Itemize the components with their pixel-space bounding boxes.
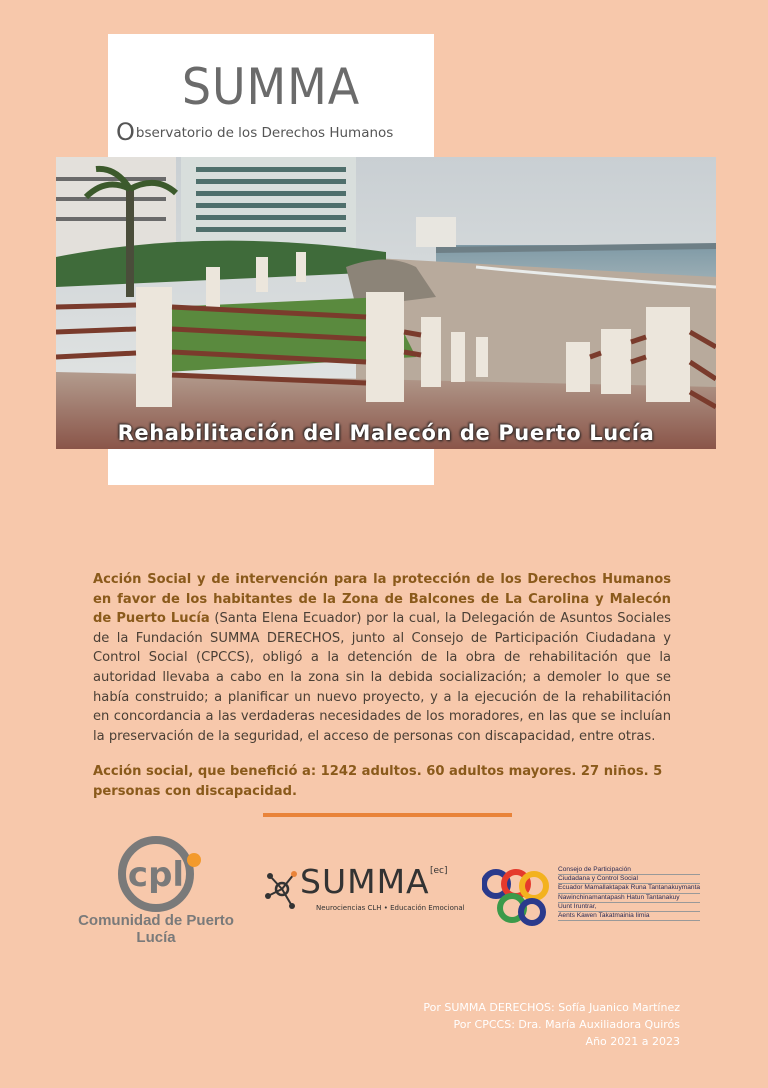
credit-cpccs: Por CPCCS: Dra. María Auxiliadora Quirós — [453, 1017, 680, 1031]
main-paragraph — [93, 570, 671, 746]
cpccs-emblem-icon — [482, 862, 556, 928]
credits — [423, 1000, 680, 1050]
summa-ec-tagline: Neurociencias CLH • Educación Emocional — [316, 904, 465, 912]
cpl-logo-name: Comunidad de Puerto Lucía — [78, 912, 234, 946]
cpccs-line: Consejo de Participación — [558, 866, 700, 875]
orange-divider — [263, 813, 512, 817]
summa-logo-wordmark: SUMMA — [181, 58, 361, 116]
cpl-monogram: cpl — [127, 855, 185, 895]
photo-caption: Rehabilitación del Malecón de Puerto Lucía — [117, 421, 655, 445]
summa-ec-suffix: [ec] — [430, 866, 448, 876]
cpccs-text — [558, 866, 700, 921]
cpccs-line: Ciudadana y Control Social — [558, 875, 700, 884]
cpccs-line: Aents Kawen Takatmainia Iimia — [558, 912, 700, 921]
summa-ec-logo — [264, 862, 465, 922]
cpl-logo — [64, 836, 248, 946]
main-paragraph-bold: Acción Social y de intervención para la protección de los Derechos Humanos en favor de los habitantes de la Zona de Balcones de La Carolina y Malecón de Puerto Lucía — [93, 572, 671, 627]
malecon-photo — [56, 157, 716, 449]
cpccs-logo — [482, 862, 702, 932]
summa-logo-subtitle — [116, 118, 434, 146]
credit-summa: Por SUMMA DERECHOS: Sofía Juanico Martínez — [423, 1001, 680, 1014]
cpccs-line: Nawinchinamantapash Hatun Tantanakuy — [558, 894, 700, 903]
beneficiaries-summary: Acción social, que benefició a: 1242 adultos. 60 adultos mayores. 27 niños. 5 personas con discapacidad. — [93, 764, 663, 799]
neuron-icon — [264, 862, 300, 916]
cpccs-line: Uunt Iruntrar, — [558, 903, 700, 912]
summa-ec-wordmark: SUMMA — [300, 862, 430, 901]
subtitle-rest: bservatorio de los Derechos Humanos — [135, 125, 394, 141]
cpl-emblem-icon — [64, 836, 248, 912]
subtitle-initial: O — [116, 118, 135, 146]
cpccs-line: Ecuador Mamallaktapak Runa Tantanakuymanta — [558, 884, 700, 893]
malecon-illustration — [56, 157, 716, 449]
main-paragraph-rest: (Santa Elena Ecuador) por la cual, la Delegación de Asuntos Sociales de la Fundación SUMMA DERECHOS, junto al Consejo de Participación Ciudadana y Control Social (CPCCS), obligó a la detención de la obra de rehabilitación que la autoridad llevaba a cabo en la zona sin la debida socialización; a demoler lo que se había construido; a planificar un nuevo proyecto, y a la ejecución de la rehabilitación en concordancia a las verdaderas necesidades de los moradores, en las que se incluían la preservación de la seguridad, el acceso de personas con discapacidad, entre otras. — [93, 611, 671, 744]
credit-years: Año 2021 a 2023 — [585, 1034, 680, 1048]
